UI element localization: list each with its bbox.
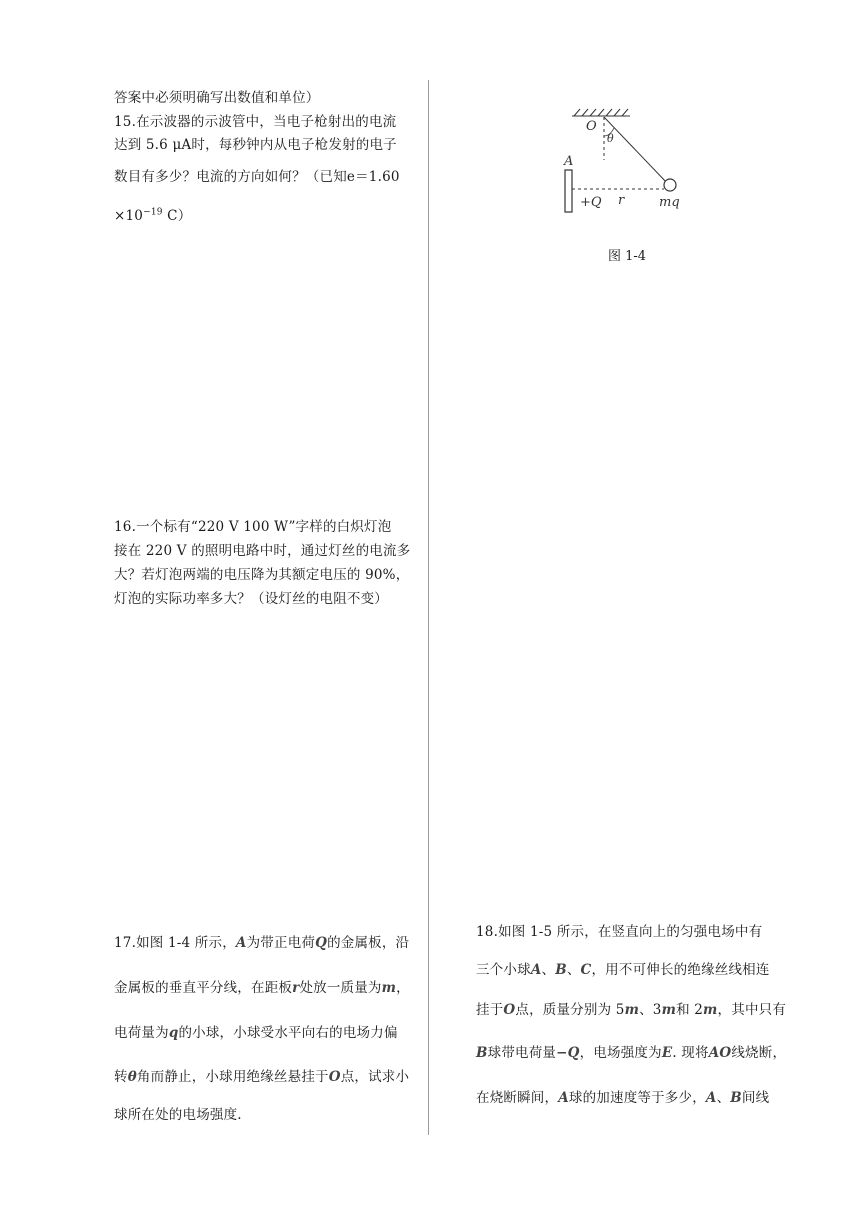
symbol-minus-q: −Q <box>556 1045 580 1061</box>
symbol-theta: θ <box>127 1069 137 1085</box>
q16-line-4: 灯泡的实际功率多大？（设灯丝的电阻不变） <box>114 591 388 607</box>
q18-line-3 <box>476 998 786 1018</box>
q17-text: 角而静止，小球用绝缘丝悬挂于 <box>136 1069 329 1085</box>
q17-line-2 <box>114 976 410 996</box>
q15-line-1: 15.在示波器的示波管中，当电子枪射出的电流 <box>114 114 397 130</box>
q18-text: 球的加速度等于多少， <box>568 1090 706 1106</box>
q18-text: 间线 <box>741 1090 770 1106</box>
q17-text: 电荷量为 <box>114 1025 169 1041</box>
q16-line-3: 大？若灯泡两端的电压降为其额定电压的 90%， <box>114 567 410 583</box>
q18-text: . 现将 <box>672 1045 709 1061</box>
answer-instruction: 答案中必须明确写出数值和单位） <box>114 90 320 106</box>
q17-text: 转 <box>114 1069 128 1085</box>
q18-text: ，用不可伸长的绝缘丝线相连 <box>591 962 770 978</box>
q18-text: ，电场强度为 <box>579 1045 662 1061</box>
symbol-m: m <box>661 1002 677 1018</box>
q18-text: 、 <box>716 1090 731 1106</box>
q18-text: 在烧断瞬间， <box>476 1090 559 1106</box>
q18-line-2 <box>476 958 770 978</box>
symbol-b: B <box>555 962 567 978</box>
q18-text: 、 <box>566 962 581 978</box>
q17-line-3 <box>114 1021 398 1041</box>
symbol-r: r <box>292 980 300 996</box>
figure-caption: 图 1-4 <box>608 249 647 264</box>
figure-1-4 <box>560 108 690 214</box>
q17-line-5: 球所在处的电场强度. <box>114 1107 242 1123</box>
q17-line-1 <box>114 931 409 951</box>
symbol-m: m <box>381 980 397 996</box>
charged-ball <box>664 179 676 191</box>
q17-text: 金属板的垂直平分线，在距板 <box>114 980 293 996</box>
q15-times-ten: ×10 <box>114 208 144 224</box>
q18-line-1: 18.如图 1-5 所示，在竖直向上的匀强电场中有 <box>476 924 763 940</box>
label-theta: θ <box>607 132 614 145</box>
symbol-c: C <box>580 962 592 978</box>
symbol-q-small: q <box>168 1025 179 1041</box>
symbol-b: B <box>476 1045 488 1061</box>
symbol-o: O <box>328 1069 341 1085</box>
q17-text: 点，试求小 <box>340 1069 410 1085</box>
q17-line-4 <box>114 1065 409 1085</box>
symbol-ao: AO <box>708 1045 732 1061</box>
suspension-thread <box>604 117 668 184</box>
q17-text: 的小球，小球受水平向右的电场力偏 <box>178 1025 398 1041</box>
q18-text: 三个小球 <box>476 962 531 978</box>
symbol-q: Q <box>315 935 328 951</box>
q16-line-2: 接在 220 V 的照明电路中时，通过灯丝的电流多 <box>114 543 411 559</box>
q18-text: 点，质量分别为 5 <box>515 1002 625 1018</box>
q18-text: 和 2 <box>676 1002 704 1018</box>
q17-text: 的金属板，沿 <box>327 935 410 951</box>
q17-text: 为带正电荷 <box>246 935 316 951</box>
q18-line-5 <box>476 1086 769 1106</box>
q18-line-4 <box>476 1041 786 1061</box>
q15-line-3: 数目有多少？电流的方向如何？（已知e＝1.60 <box>114 169 400 185</box>
q17-text: 处放一质量为 <box>299 980 382 996</box>
symbol-a: A <box>530 962 542 978</box>
metal-plate <box>565 170 572 212</box>
column-divider <box>428 80 429 1135</box>
q15-line-4 <box>114 204 191 224</box>
q17-text: 17.如图 1-4 所示， <box>114 935 236 951</box>
q18-text: 线烧断， <box>731 1045 787 1061</box>
q16-line-1: 16.一个标有“220 V 100 W”字样的白炽灯泡 <box>114 519 392 535</box>
label-plus-q: +Q <box>580 195 602 210</box>
label-r: r <box>618 193 625 208</box>
q15-unit: C） <box>162 208 192 224</box>
q18-text: 、3 <box>639 1002 662 1018</box>
symbol-m: m <box>703 1002 718 1018</box>
q15-line-2: 达到 5.6 μA时，每秒钟内从电子枪发射的电子 <box>114 137 397 153</box>
q18-text: 挂于 <box>476 1002 504 1018</box>
label-a: A <box>564 154 574 169</box>
label-mq: mq <box>659 195 680 210</box>
symbol-a: A <box>235 935 247 951</box>
symbol-b: B <box>730 1090 742 1106</box>
q15-exponent: −19 <box>143 207 163 218</box>
q18-text: 、 <box>541 962 556 978</box>
symbol-m: m <box>624 1002 640 1018</box>
q18-text: ，其中只有 <box>717 1002 787 1018</box>
symbol-e: E <box>661 1045 673 1061</box>
symbol-o: O <box>503 1002 516 1018</box>
q17-text: ， <box>396 980 410 996</box>
q18-text: 球带电荷量 <box>487 1045 557 1061</box>
ceiling-hatch <box>572 109 630 116</box>
label-o: O <box>586 119 597 134</box>
symbol-a: A <box>705 1090 717 1106</box>
symbol-a: A <box>558 1090 569 1106</box>
